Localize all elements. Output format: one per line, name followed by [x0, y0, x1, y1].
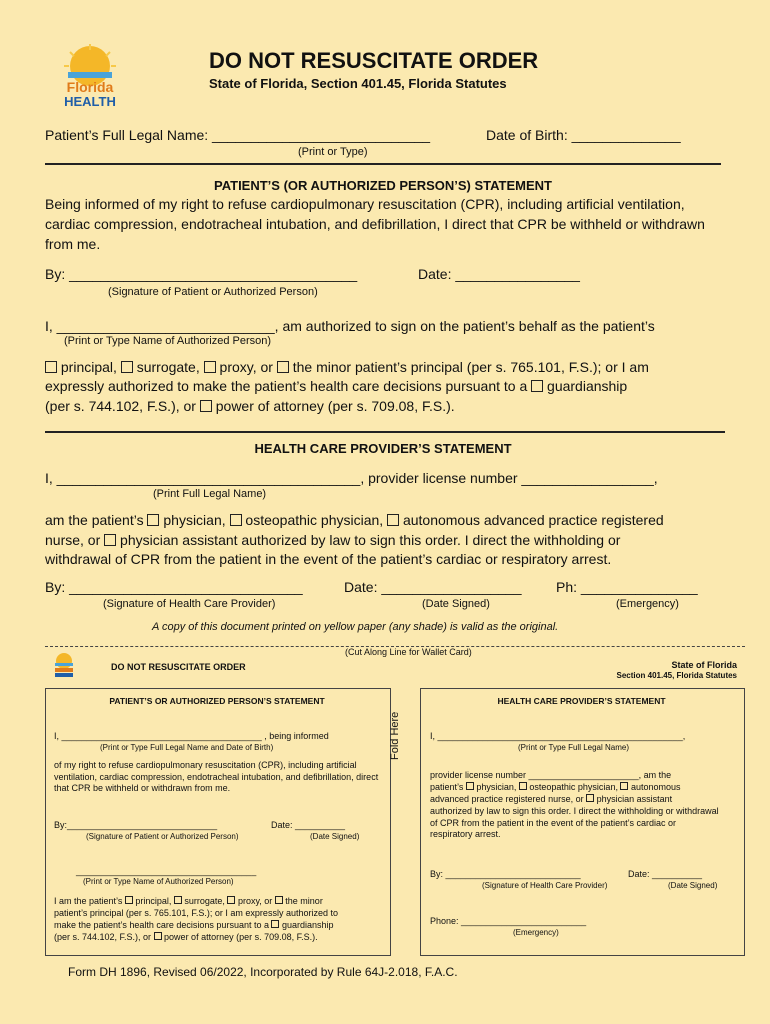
logo-text-health: HEALTH: [64, 94, 116, 109]
wallet-surrogate-checkbox[interactable]: [174, 896, 182, 904]
authorized-person-caption: (Print or Type Name of Authorized Person): [64, 335, 272, 347]
wallet-poa-checkbox[interactable]: [154, 932, 162, 940]
wallet-roles-line4: (per s. 744.102, F.S.), or power of attorney (per s. 709.08, F.S.).: [54, 932, 318, 942]
form-subtitle: State of Florida, Section 401.45, Florida Statutes: [209, 76, 507, 91]
provider-statement-heading: HEALTH CARE PROVIDER’S STATEMENT: [254, 441, 512, 456]
provider-signature-caption: (Signature of Health Care Provider): [103, 598, 276, 610]
provider-date-caption: (Date Signed): [422, 598, 490, 610]
wallet-provider-date-caption: (Date Signed): [668, 881, 718, 890]
provider-phone-field[interactable]: Ph: _______________: [556, 579, 698, 595]
power-of-attorney-checkbox[interactable]: [200, 400, 212, 412]
patient-name-caption: (Print or Type): [298, 146, 368, 158]
wallet-patient-text: of my right to refuse cardiopulmonary resuscitation (CPR), including artificial ventilation, cardiac compression, endotracheal intubation, and defibrillation, direct that CPR be withheld or withdrawn from me.: [54, 760, 379, 793]
wallet-provider-heading: HEALTH CARE PROVIDER’S STATEMENT: [497, 696, 666, 706]
patient-signature-field[interactable]: By: _____________________________________: [45, 266, 358, 282]
proxy-checkbox[interactable]: [204, 361, 216, 373]
wallet-roles-line1: I am the patient’s principal, surrogate, proxy, or the minor: [54, 896, 323, 906]
florida-health-logo: [60, 44, 120, 110]
form-footer: Form DH 1896, Revised 06/2022, Incorporated by Rule 64J-2.018, F.A.C.: [68, 965, 458, 979]
provider-role-line1: am the patient’s physician, osteopathic physician, autonomous advanced practice registered: [45, 512, 664, 528]
physician-checkbox[interactable]: [147, 514, 159, 526]
wallet-provider-name-caption: (Print or Type Full Legal Name): [518, 743, 630, 752]
divider: [45, 431, 725, 433]
authority-roles-line2: expressly authorized to make the patient’s health care decisions pursuant to a guardianship: [45, 378, 628, 394]
patient-signature-caption: (Signature of Patient or Authorized Person): [108, 286, 318, 298]
wallet-principal-checkbox[interactable]: [125, 896, 133, 904]
form-title: DO NOT RESUSCITATE ORDER: [209, 48, 539, 73]
principal-checkbox[interactable]: [45, 361, 57, 373]
aprn-checkbox[interactable]: [387, 514, 399, 526]
patient-name-field[interactable]: Patient’s Full Legal Name: ____________________________: [45, 127, 431, 143]
guardianship-checkbox[interactable]: [531, 380, 543, 392]
logo-text-florida: Florida: [66, 79, 114, 95]
provider-name-caption: (Print Full Legal Name): [153, 488, 267, 500]
authority-roles-line3: (per s. 744.102, F.S.), or power of attorney (per s. 709.08, F.S.).: [45, 398, 455, 414]
wallet-pa-checkbox[interactable]: [586, 794, 594, 802]
provider-date-field[interactable]: Date: __________________: [344, 579, 522, 595]
wallet-provider-role-line2: advanced practice registered nurse, or physician assistant: [430, 794, 673, 804]
yellow-paper-note: A copy of this document printed on yellow paper (any shade) is valid as the original.: [152, 621, 559, 633]
wallet-patient-name-caption: (Print or Type Full Legal Name and Date of Birth): [100, 743, 274, 752]
wallet-physician-checkbox[interactable]: [466, 782, 474, 790]
provider-role-line3: withdrawal of CPR from the patient in the event of the patient’s cardiac or respiratory arrest.: [45, 551, 612, 567]
wallet-roles-line2: patient’s principal (per s. 765.101, F.S.); or I am expressly authorized to: [54, 908, 338, 918]
wallet-authorized-name-line[interactable]: ____________________________________: [76, 866, 257, 876]
wallet-title: DO NOT RESUSCITATE ORDER: [111, 662, 246, 672]
osteopathic-checkbox[interactable]: [230, 514, 242, 526]
provider-signature-field[interactable]: By: ______________________________: [45, 579, 303, 595]
physician-assistant-checkbox[interactable]: [104, 534, 116, 546]
wallet-patient-date[interactable]: Date: __________: [271, 820, 346, 830]
wallet-provider-signature-caption: (Signature of Health Care Provider): [482, 881, 608, 890]
patient-statement-heading: PATIENT’S (OR AUTHORIZED PERSON’S) STATEMENT: [214, 178, 552, 193]
surrogate-checkbox[interactable]: [121, 361, 133, 373]
wallet-section: Section 401.45, Florida Statutes: [616, 671, 737, 680]
wallet-osteopathic-checkbox[interactable]: [519, 782, 527, 790]
provider-role-line2: nurse, or physician assistant authorized by law to sign this order. I direct the withholding or: [45, 532, 621, 548]
authorized-person-line[interactable]: I, ____________________________, am authorized to sign on the patient’s behalf as the patient’s: [45, 318, 655, 334]
wallet-state: State of Florida: [671, 660, 737, 670]
patient-date-field[interactable]: Date: ________________: [418, 266, 580, 282]
wallet-patient-name-line[interactable]: I, ________________________________________ , being informed: [54, 731, 329, 741]
divider: [45, 163, 721, 165]
wallet-patient-signature[interactable]: By:______________________________: [54, 820, 218, 830]
wallet-authorized-name-caption: (Print or Type Name of Authorized Person): [83, 877, 234, 886]
patient-statement-text: Being informed of my right to refuse cardiopulmonary resuscitation (CPR), including artificial ventilation, cardiac compression, endotracheal intubation, and defibrillation, I direct that CPR be withheld or withdrawn from me.: [45, 196, 705, 252]
wallet-patient-date-caption: (Date Signed): [310, 832, 360, 841]
wallet-roles-line3: make the patient’s health care decisions pursuant to a guardianship: [54, 920, 334, 930]
florida-health-small-logo: [52, 651, 76, 679]
provider-phone-caption: (Emergency): [616, 598, 679, 610]
wallet-provider-phone-caption: (Emergency): [513, 928, 559, 937]
wallet-provider-role-line1: patient’s physician, osteopathic physician, autonomous: [430, 782, 681, 792]
patient-dob-field[interactable]: Date of Birth: ______________: [486, 127, 681, 143]
wallet-provider-date[interactable]: Date: __________: [628, 869, 703, 879]
wallet-patient-heading: PATIENT’S OR AUTHORIZED PERSON’S STATEMENT: [109, 696, 325, 706]
provider-name-license-line[interactable]: I, _______________________________________, provider license number _________________,: [45, 470, 658, 486]
cut-line-label: (Cut Along Line for Wallet Card): [345, 647, 472, 657]
authority-roles-line1: principal, surrogate, proxy, or the minor patient’s principal (per s. 765.101, F.S.); or I am: [45, 357, 649, 377]
minor-principal-checkbox[interactable]: [277, 361, 289, 373]
wallet-provider-phone[interactable]: Phone: _________________________: [430, 916, 587, 926]
wallet-provider-signature[interactable]: By: ___________________________: [430, 869, 581, 879]
wallet-provider-name-line[interactable]: I, _________________________________________________,: [430, 731, 686, 741]
fold-here-label: Fold Here: [389, 711, 401, 760]
wallet-minor-checkbox[interactable]: [275, 896, 283, 904]
wallet-provider-text: authorized by law to sign this order. I direct the withholding or withdrawal of CPR from the patient in the event of the patient’s cardiac or respiratory arrest.: [430, 806, 719, 839]
wallet-patient-signature-caption: (Signature of Patient or Authorized Person): [86, 832, 239, 841]
wallet-provider-license-line[interactable]: provider license number ______________________, am the: [430, 770, 672, 780]
